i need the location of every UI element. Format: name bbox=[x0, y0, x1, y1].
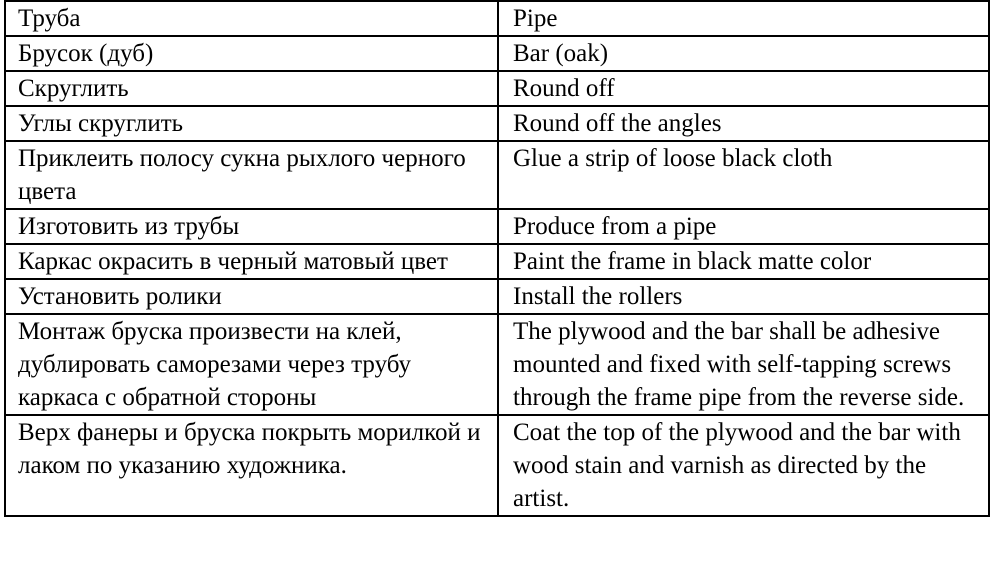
russian-cell bbox=[5, 141, 498, 209]
english-cell bbox=[498, 106, 989, 141]
english-text: Pipe bbox=[513, 5, 558, 32]
russian-cell bbox=[5, 314, 498, 415]
table-row bbox=[5, 244, 989, 279]
english-cell bbox=[498, 209, 989, 244]
table-row bbox=[5, 106, 989, 141]
russian-cell bbox=[5, 244, 498, 279]
english-text: The plywood and the bar shall be adhesive mounted and fixed with self-tapping screws through the frame pipe from the reverse side. bbox=[513, 318, 965, 411]
russian-text: Установить ролики bbox=[18, 283, 222, 310]
table-row bbox=[5, 1, 989, 36]
table-row bbox=[5, 279, 989, 314]
english-text: Produce from a pipe bbox=[513, 213, 717, 240]
english-cell bbox=[498, 314, 989, 415]
english-text: Coat the top of the plywood and the bar with wood stain and varnish as directed by the artist. bbox=[513, 419, 961, 512]
english-text: Glue a strip of loose black cloth bbox=[513, 145, 833, 172]
table-row bbox=[5, 415, 989, 516]
russian-cell bbox=[5, 71, 498, 106]
russian-text: Каркас окрасить в черный матовый цвет bbox=[18, 248, 448, 275]
english-text: Install the rollers bbox=[513, 283, 683, 310]
english-text: Bar (oak) bbox=[513, 40, 609, 67]
english-cell bbox=[498, 71, 989, 106]
russian-cell bbox=[5, 36, 498, 71]
russian-text: Скруглить bbox=[18, 75, 129, 102]
table-row bbox=[5, 141, 989, 209]
russian-text: Приклеить полосу сукна рыхлого черного цвета bbox=[18, 145, 466, 205]
russian-text: Труба bbox=[18, 5, 81, 32]
russian-text: Изготовить из трубы bbox=[18, 213, 240, 240]
english-cell bbox=[498, 1, 989, 36]
russian-cell bbox=[5, 279, 498, 314]
table-row bbox=[5, 209, 989, 244]
russian-cell bbox=[5, 1, 498, 36]
russian-cell bbox=[5, 415, 498, 516]
english-cell bbox=[498, 415, 989, 516]
table-row bbox=[5, 36, 989, 71]
english-text: Round off the angles bbox=[513, 110, 722, 137]
table-row bbox=[5, 71, 989, 106]
table-row bbox=[5, 314, 989, 415]
russian-cell bbox=[5, 209, 498, 244]
translation-table bbox=[4, 0, 990, 517]
english-cell bbox=[498, 279, 989, 314]
english-cell bbox=[498, 36, 989, 71]
english-cell bbox=[498, 141, 989, 209]
russian-cell bbox=[5, 106, 498, 141]
english-cell bbox=[498, 244, 989, 279]
russian-text: Монтаж бруска произвести на клей, дублировать саморезами через трубу каркаса с обратной стороны bbox=[18, 318, 412, 411]
russian-text: Углы скруглить bbox=[18, 110, 184, 137]
russian-text: Верх фанеры и бруска покрыть морилкой и лаком по указанию художника. bbox=[18, 419, 481, 479]
russian-text: Брусок (дуб) bbox=[18, 40, 154, 67]
english-text: Round off bbox=[513, 75, 615, 102]
english-text: Paint the frame in black matte color bbox=[513, 248, 872, 275]
